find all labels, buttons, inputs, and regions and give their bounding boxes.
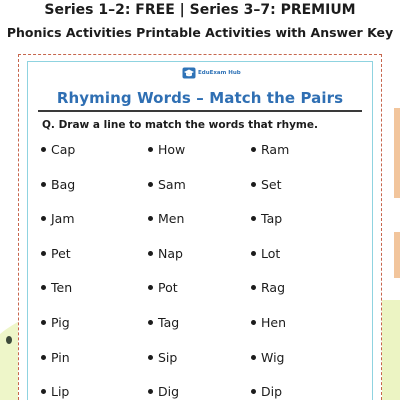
word-item: [148, 384, 179, 400]
word-item: [148, 211, 184, 227]
word-item: [148, 280, 178, 296]
word-label: Nap: [158, 245, 183, 261]
bullet-icon: [148, 389, 153, 394]
bullet-icon: [251, 355, 256, 360]
word-item: [148, 142, 185, 158]
word-label: Hen: [261, 315, 287, 330]
word-item: [41, 211, 75, 227]
bullet-icon: [148, 285, 153, 290]
word-label: Ten: [51, 280, 73, 296]
bullet-icon: [41, 147, 46, 152]
word-item: [41, 350, 70, 366]
word-label: Men: [158, 211, 185, 227]
word-label: Tap: [261, 211, 283, 227]
bullet-icon: [41, 216, 46, 221]
bullet-icon: [148, 147, 153, 152]
word-label: Jam: [51, 211, 75, 227]
bullet-icon: [251, 147, 256, 152]
bullet-icon: [148, 251, 153, 256]
logo-text: EduExam Hub: [198, 70, 241, 76]
word-item: [251, 142, 289, 158]
bullet-icon: [148, 216, 153, 221]
word-label: Lot: [261, 245, 281, 261]
word-label: Lip: [51, 384, 70, 400]
word-item: [41, 280, 72, 296]
header-subtitle: Phonics Activities Printable Activities with Answer Key: [6, 25, 394, 40]
word-label: Pet: [51, 245, 71, 261]
bullet-icon: [41, 355, 46, 360]
logo: [182, 67, 241, 79]
graduation-cap-icon: [182, 67, 196, 79]
word-label: How: [158, 142, 186, 157]
side-decoration-bottom: [394, 232, 400, 278]
bullet-icon: [148, 320, 153, 325]
bullet-icon: [41, 182, 46, 187]
decorative-dot: [6, 336, 12, 344]
word-label: Rag: [261, 280, 286, 296]
word-item: [41, 177, 75, 193]
word-label: Ram: [261, 142, 290, 157]
word-label: Pin: [51, 349, 70, 365]
bullet-icon: [148, 355, 153, 360]
word-item: [41, 315, 70, 331]
word-item: [41, 142, 75, 158]
word-item: [251, 315, 286, 331]
worksheet: [18, 54, 382, 400]
bullet-icon: [251, 320, 256, 325]
word-item: [41, 384, 69, 400]
word-item: [148, 177, 186, 193]
title-divider: [38, 110, 362, 112]
bullet-icon: [41, 285, 46, 290]
word-label: Set: [261, 176, 282, 192]
bullet-icon: [41, 389, 46, 394]
word-item: [148, 350, 177, 366]
word-label: Wig: [261, 349, 285, 365]
word-item: [148, 315, 179, 331]
word-item: [41, 246, 71, 262]
question-text: Q. Draw a line to match the words that rhyme.: [42, 119, 318, 131]
word-label: Sam: [158, 176, 186, 192]
word-label: Cap: [51, 142, 76, 157]
word-item: [148, 246, 183, 262]
word-item: [251, 246, 280, 262]
word-label: Sip: [158, 349, 178, 365]
word-label: Pig: [51, 315, 70, 330]
side-decoration-top: [394, 108, 400, 198]
bullet-icon: [251, 216, 256, 221]
word-item: [251, 350, 285, 366]
bullet-icon: [251, 182, 256, 187]
bullet-icon: [41, 251, 46, 256]
header-series-line: Series 1–2: FREE | Series 3–7: PREMIUM: [44, 2, 356, 18]
bullet-icon: [148, 182, 153, 187]
worksheet-inner-border: [27, 61, 373, 400]
word-label: Pot: [158, 280, 178, 296]
word-item: [251, 211, 282, 227]
bullet-icon: [41, 320, 46, 325]
word-label: Bag: [51, 176, 76, 192]
word-label: Dig: [158, 384, 180, 400]
bullet-icon: [251, 251, 256, 256]
word-item: [251, 177, 282, 193]
word-item: [251, 280, 285, 296]
word-label: Tag: [158, 315, 180, 330]
word-label: Dip: [261, 384, 283, 400]
worksheet-title: Rhyming Words – Match the Pairs: [56, 89, 344, 107]
bullet-icon: [251, 285, 256, 290]
word-item: [251, 384, 282, 400]
bullet-icon: [251, 389, 256, 394]
